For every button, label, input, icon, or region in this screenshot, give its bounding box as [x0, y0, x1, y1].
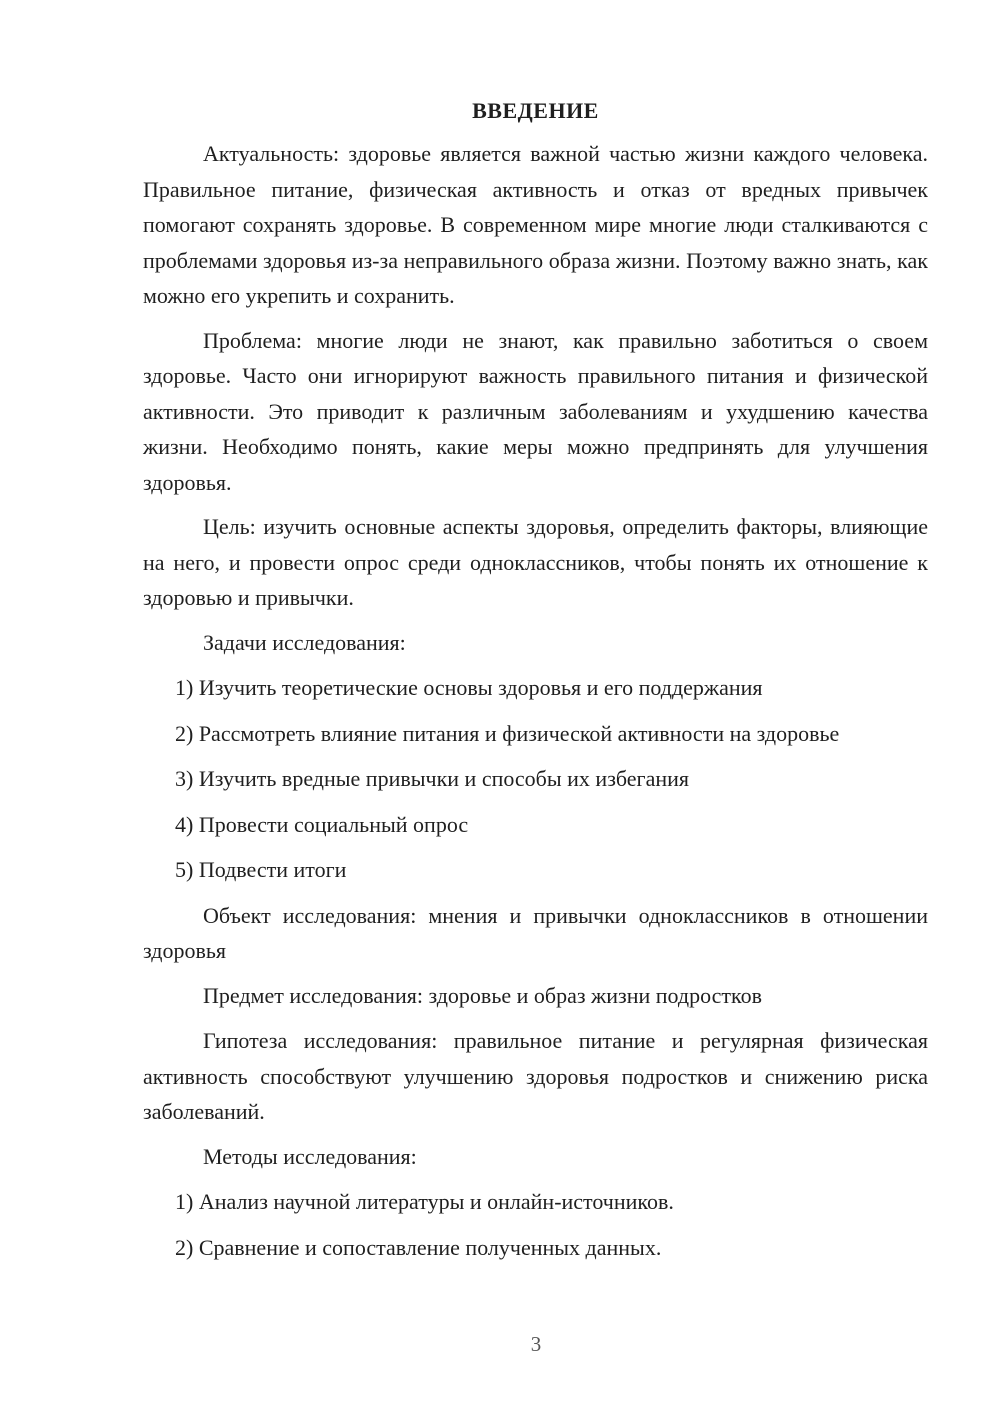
task-item-1: 1) Изучить теоретические основы здоровья и его поддержания [175, 675, 763, 700]
methods-heading: Методы исследования: [203, 1143, 417, 1169]
method-item-1: 1) Анализ научной литературы и онлайн-источников. [175, 1189, 674, 1214]
paragraph-subject: Предмет исследования: здоровье и образ жизни подростков [203, 982, 762, 1008]
paragraph-goal: Цель: изучить основные аспекты здоровья, определить факторы, влияющие на него, и провести опрос среди одноклассников, чтобы понять их отношение к здоровью и привычки. [143, 514, 928, 610]
paragraph-object: Объект исследования: мнения и привычки одноклассников в отношении здоровья [143, 902, 928, 963]
tasks-list [143, 670, 928, 888]
paragraph-hypothesis: Гипотеза исследования: правильное питание и регулярная физическая активность способствуют улучшению здоровья подростков и снижению риска заболеваний. [143, 1028, 928, 1124]
task-item-3: 3) Изучить вредные привычки и способы их избегания [175, 766, 690, 791]
task-item-5: 5) Подвести итоги [175, 857, 347, 882]
tasks-heading: Задачи исследования: [203, 629, 406, 655]
page-title: ВВЕДЕНИЕ [472, 98, 599, 123]
page-number: 3 [530, 1332, 542, 1356]
method-item-2: 2) Сравнение и сопоставление полученных данных. [175, 1234, 662, 1260]
document-page [143, 96, 928, 1275]
task-item-2: 2) Рассмотреть влияние питания и физической активности на здоровье [175, 720, 840, 746]
task-item-4: 4) Провести социальный опрос [175, 811, 469, 837]
paragraph-actuality: Актуальность: здоровье является важной частью жизни каждого человека. Правильное питание, физическая активность и отказ от вредных привычек помогают сохранять здоровье. В современном мире многие люди сталкиваются с проблемами здоровья из-за неправильного образа жизни. Поэтому важно знать, как можно его укрепить и сохранить. [143, 141, 928, 308]
methods-list [143, 1184, 928, 1265]
paragraph-problem: Проблема: многие люди не знают, как правильно заботиться о своем здоровье. Часто они игнорируют важность правильного питания и физической активности. Это приводит к различным заболеваниям и ухудшению качества жизни. Необходимо понять, какие меры можно предпринять для улучшения здоровья. [143, 327, 928, 495]
